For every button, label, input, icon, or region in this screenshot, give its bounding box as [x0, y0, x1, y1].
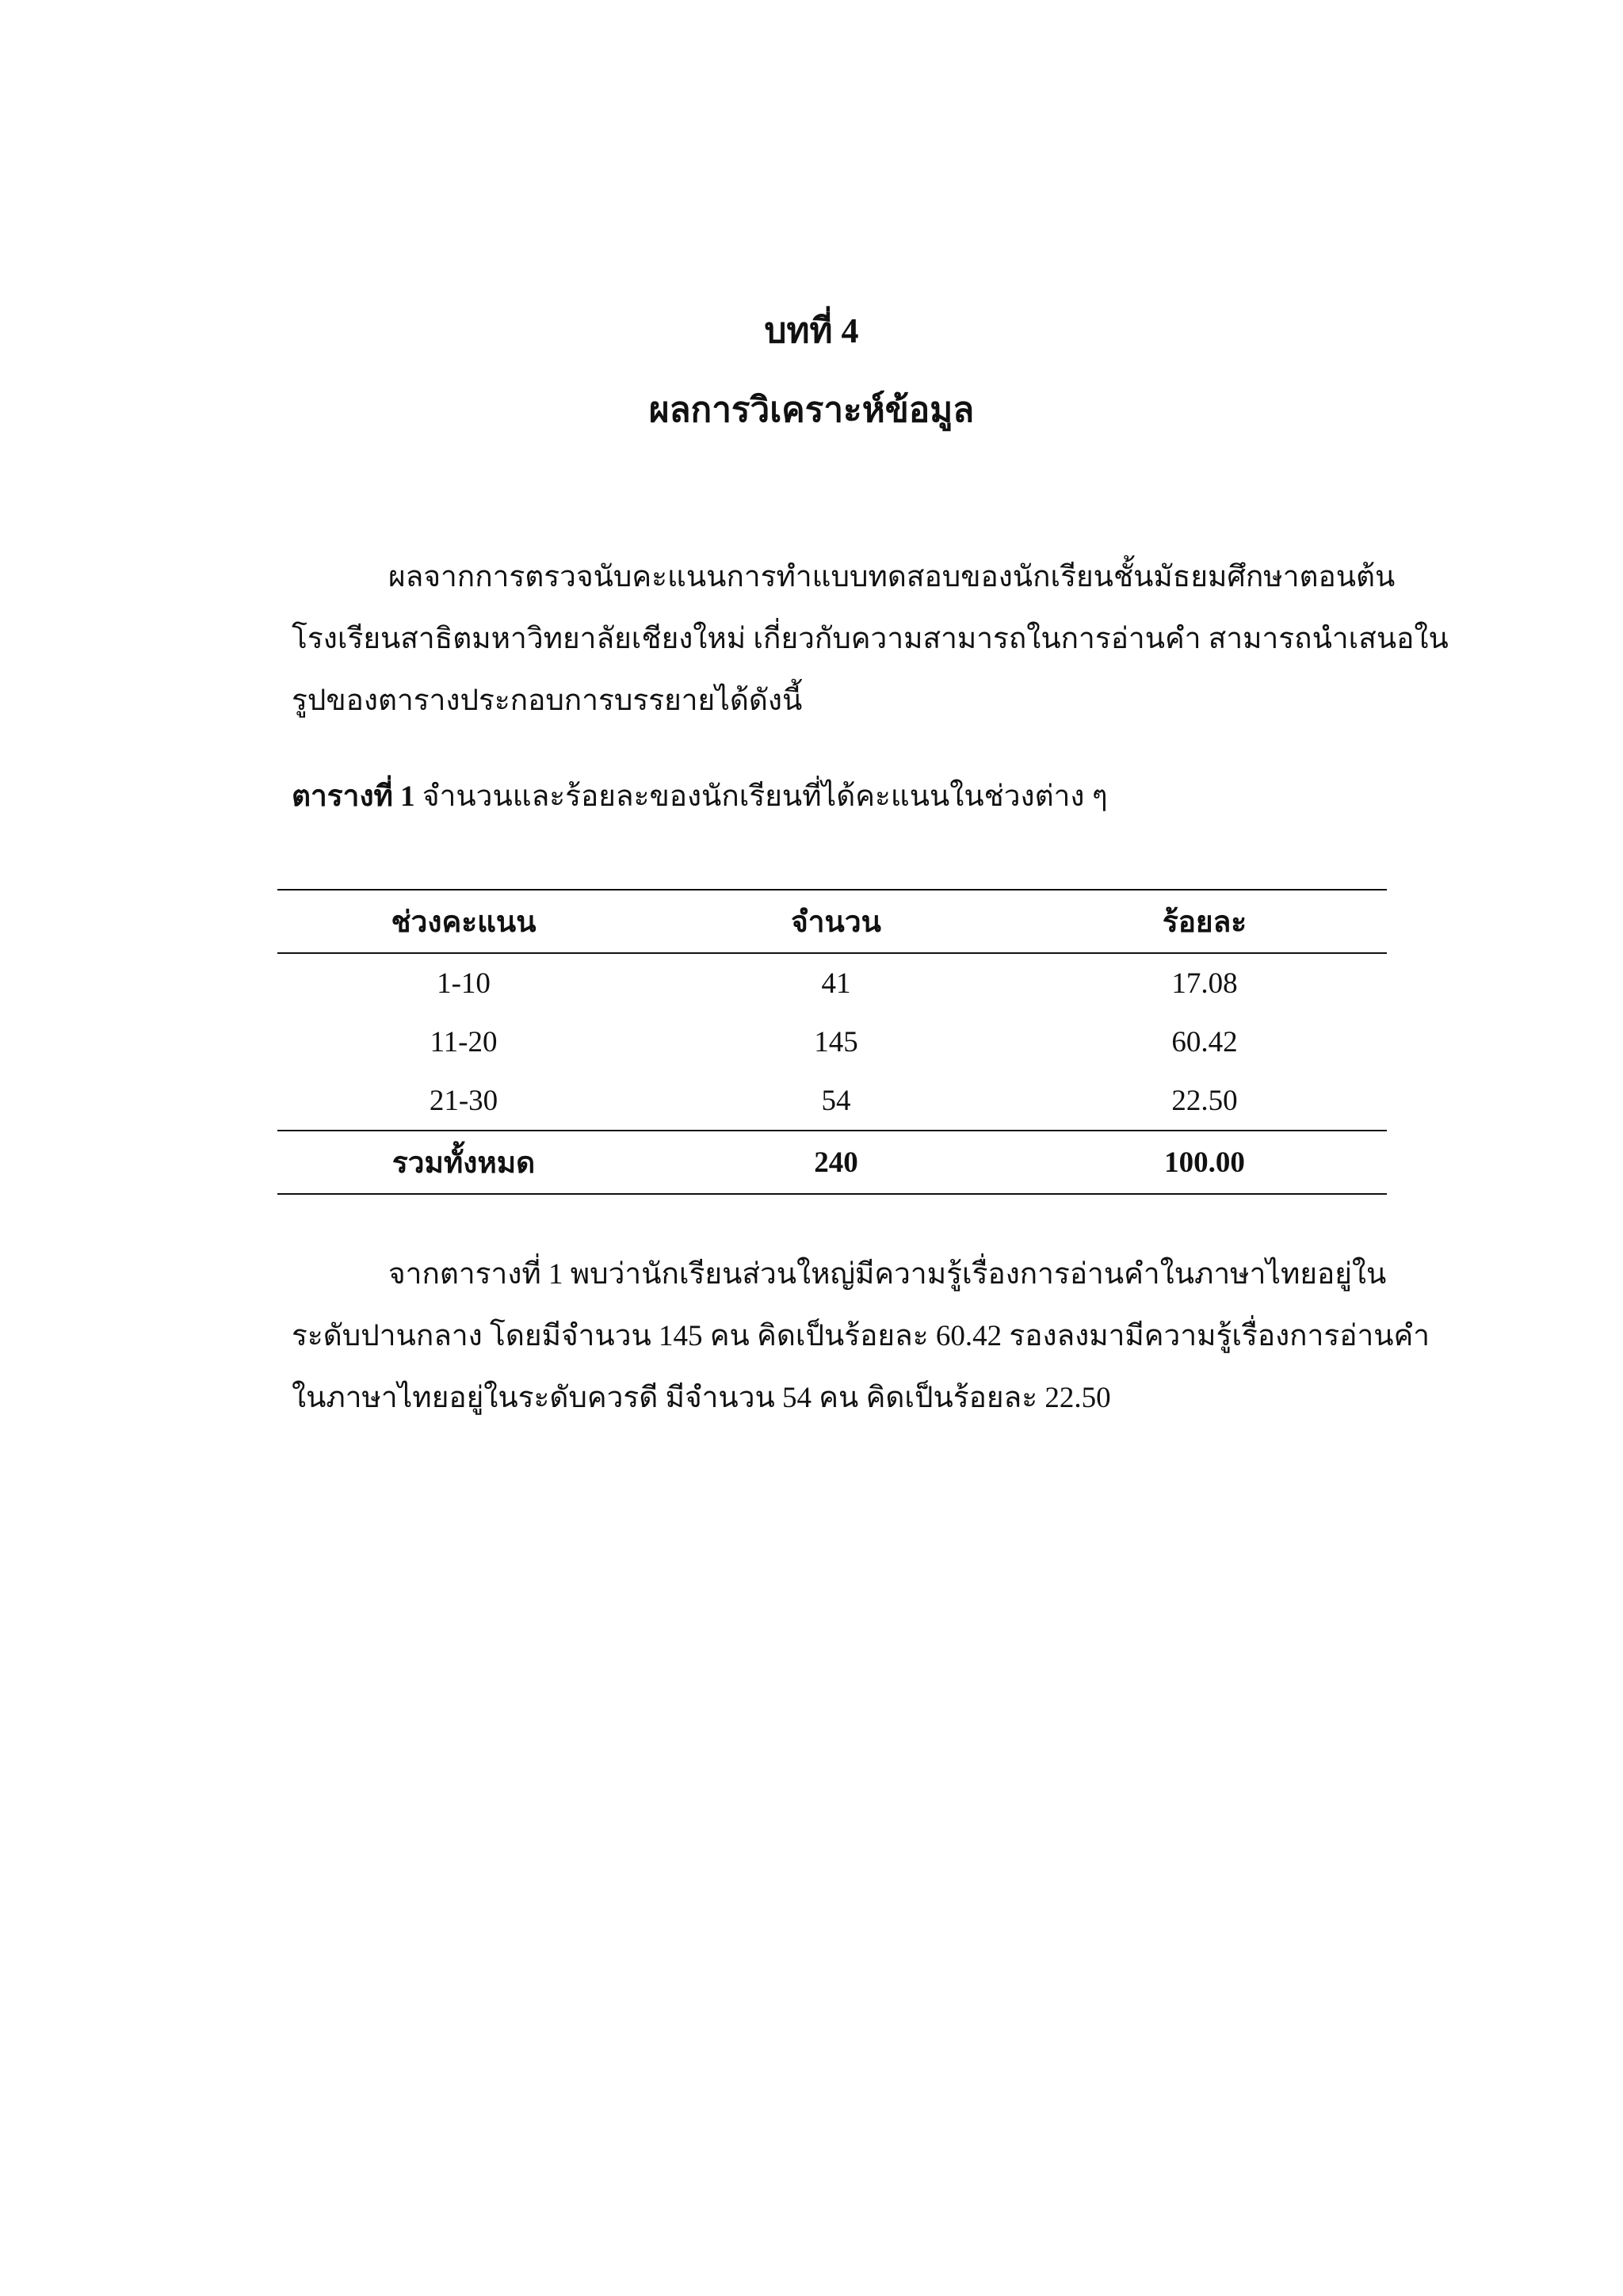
cell-count: 41 — [821, 967, 851, 1000]
table-caption-text: จำนวนและร้อยละของนักเรียนที่ได้คะแนนในช่วงต่าง ๆ — [414, 780, 1108, 813]
table-row — [277, 953, 1387, 1013]
cell-score-range: 11-20 — [430, 1025, 498, 1058]
table-total-row — [277, 1131, 1387, 1194]
cell-count: 145 — [814, 1025, 858, 1058]
header-score-range: ช่วงคะแนน — [277, 890, 650, 953]
intro-line: ผลจากการตรวจนับคะแนนการทำแบบทดสอบของนักเรียนชั้นมัธยมศึกษาตอนต้น — [388, 561, 1396, 593]
intro-paragraph — [292, 547, 1449, 732]
total-count: 240 — [650, 1131, 1022, 1194]
discussion-line: จากตารางที่ 1 พบว่านักเรียนส่วนใหญ่มีความรู้เรื่องการอ่านคำในภาษาไทยอยู่ใน — [388, 1258, 1387, 1291]
cell-score-range: 21-30 — [429, 1084, 498, 1117]
header-percent: ร้อยละ — [1022, 890, 1387, 953]
total-label: รวมทั้งหมด — [277, 1131, 650, 1194]
table-caption-label: ตารางที่ 1 — [292, 780, 415, 813]
table-row — [277, 1071, 1387, 1131]
discussion-paragraph — [292, 1244, 1430, 1429]
intro-line: โรงเรียนสาธิตมหาวิทยาลัยเชียงใหม่ เกี่ยวกับความสามารถในการอ่านคำ สามารถนำเสนอใน — [292, 623, 1449, 655]
cell-score-range: 1-10 — [437, 967, 491, 1000]
header-count: จำนวน — [650, 890, 1022, 953]
discussion-line: ระดับปานกลาง โดยมีจำนวน 145 คน คิดเป็นร้อยละ 60.42 รองลงมามีความรู้เรื่องการอ่านคำ — [292, 1320, 1430, 1352]
chapter-title: ผลการวิเคราะห์ข้อมูล — [648, 391, 975, 429]
cell-percent: 60.42 — [1171, 1025, 1238, 1058]
table-header-row — [277, 890, 1387, 953]
score-distribution-table — [277, 889, 1387, 1195]
intro-line: รูปของตารางประกอบการบรรยายได้ดังนี้ — [292, 685, 803, 717]
chapter-number: บทที่ 4 — [764, 311, 859, 350]
discussion-line: ในภาษาไทยอยู่ในระดับควรดี มีจำนวน 54 คน คิดเป็นร้อยละ 22.50 — [292, 1382, 1111, 1414]
cell-count: 54 — [821, 1084, 851, 1117]
total-percent: 100.00 — [1022, 1131, 1387, 1194]
table-caption — [292, 775, 1108, 819]
table-row — [277, 1013, 1387, 1071]
cell-percent: 22.50 — [1171, 1084, 1238, 1117]
cell-percent: 17.08 — [1171, 967, 1238, 1000]
